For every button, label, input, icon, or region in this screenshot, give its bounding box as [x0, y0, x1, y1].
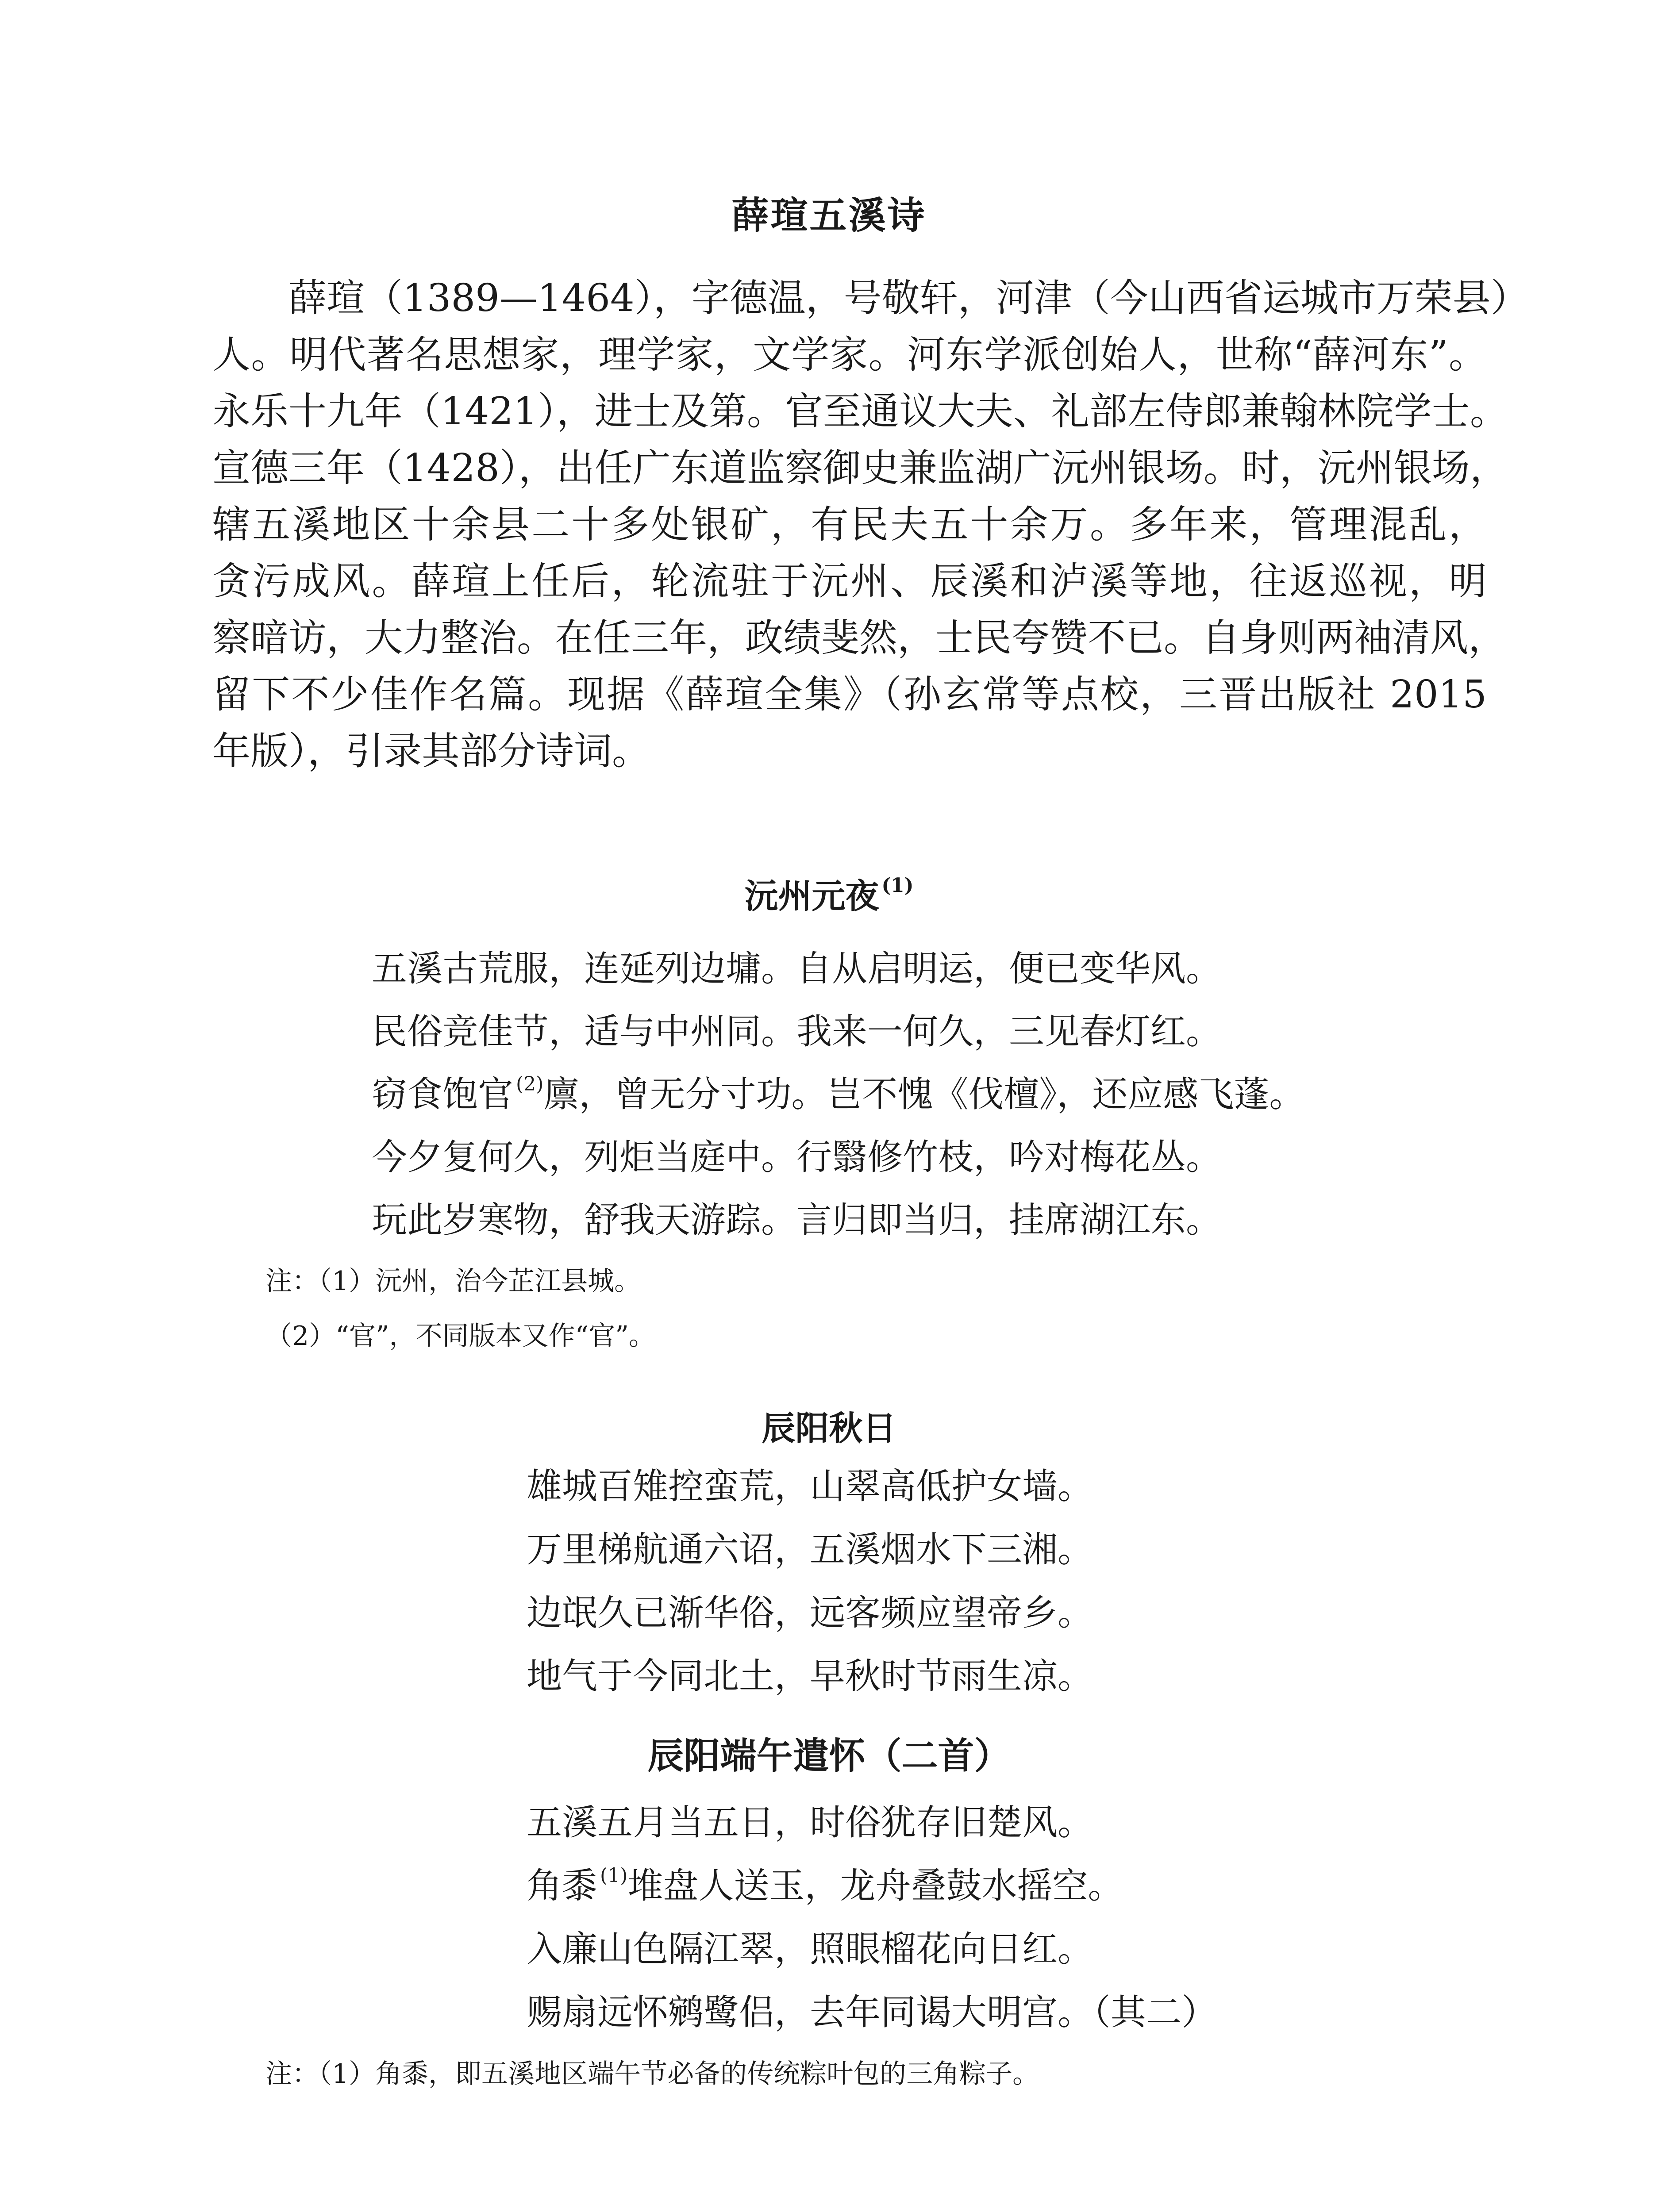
intro-line: 永乐十九年（1421），进士及第。官至通议大夫、礼部左侍郎兼翰林院学士。 [212, 389, 1508, 434]
intro-line: 留下不少佳作名篇。现据《薛瑄全集》（孙玄常等点校，三晋出版社 2015 [212, 672, 1487, 717]
poem-line-part: 堆盘人送玉，龙舟叠鼓水摇空。 [627, 1865, 1123, 1906]
poem-line: 雄城百雉控蛮荒，山翠高低护女墙。 [527, 1466, 1093, 1507]
page-title: 薛瑄五溪诗 [731, 193, 927, 237]
footnote-marker: (1) [881, 874, 914, 897]
poem-line: 入廉山色隔江翠，照眼榴花向日红。 [527, 1928, 1093, 1970]
intro-paragraph [212, 270, 1529, 780]
intro-line: 薛瑄（1389—1464），字德温，号敬轩，河津（今山西省运城市万荣县） [289, 276, 1529, 320]
poem-title-text: 沅州元夜 [744, 876, 879, 916]
poem-line: 万里梯航通六诏，五溪烟水下三湘。 [527, 1529, 1093, 1570]
footnote: 注：（1）沅州，治今芷江县城。 [265, 1266, 641, 1297]
poem-title: 辰阳端午遣怀（二首） [647, 1735, 1011, 1777]
footnote: （2）“官”，不同版本又作“官”。 [265, 1321, 655, 1352]
footnote-marker: (2) [516, 1073, 544, 1095]
intro-line: 辖五溪地区十余县二十多处银矿，有民夫五十余万。多年来，管理混乱， [212, 503, 1487, 547]
poem-line [527, 1864, 1123, 1908]
poem-line: 玩此岁寒物，舒我天游踪。言归即当归，挂席湖江东。 [372, 1199, 1221, 1240]
poem-line: 地气于今同北土，早秋时节雨生凉。 [527, 1655, 1093, 1697]
poem-line: 赐扇远怀鹓鹭侣，去年同谒大明宫。（其二） [527, 1992, 1217, 2033]
footnote-marker: (1) [600, 1864, 628, 1887]
intro-line: 贪污成风。薛瑄上任后，轮流驻于沅州、辰溪和泸溪等地，往返巡视，明 [212, 559, 1487, 603]
poem-line-part: 窃食饱官 [372, 1074, 513, 1115]
poem-line: 边氓久已渐华俗，远客频应望帝乡。 [527, 1592, 1093, 1633]
poem-line-part: 廪，曾无分寸功。岂不愧《伐檀》，还应感飞蓬。 [543, 1074, 1305, 1115]
poem-line: 五溪五月当五日，时俗犹存旧楚风。 [527, 1802, 1093, 1843]
intro-line: 人。明代著名思想家，理学家，文学家。河东学派创始人，世称“薛河东”。 [212, 333, 1487, 377]
intro-line: 察暗访，大力整治。在任三年，政绩斐然，士民夸赞不已。自身则两袖清风， [212, 616, 1506, 660]
intro-line: 年版），引录其部分诗词。 [212, 729, 650, 773]
poem-title [0, 869, 1658, 918]
poem-line: 今夕复何久，列炬当庭中。行翳修竹枝，吟对梅花丛。 [372, 1137, 1221, 1178]
poem-line: 五溪古荒服，连延列边墉。自从启明运，便已变华风。 [372, 948, 1221, 989]
poem-line [372, 1072, 1304, 1117]
footnote: 注：（1）角黍，即五溪地区端午节必备的传统粽叶包的三角粽子。 [265, 2058, 1039, 2089]
poem-line-part: 角黍 [527, 1865, 597, 1906]
intro-line: 宣德三年（1428），出任广东道监察御史兼监湖广沅州银场。时，沅州银场， [212, 446, 1508, 490]
poem-title: 辰阳秋日 [762, 1409, 896, 1448]
poem-line: 民俗竞佳节，适与中州同。我来一何久，三见春灯红。 [372, 1011, 1221, 1052]
